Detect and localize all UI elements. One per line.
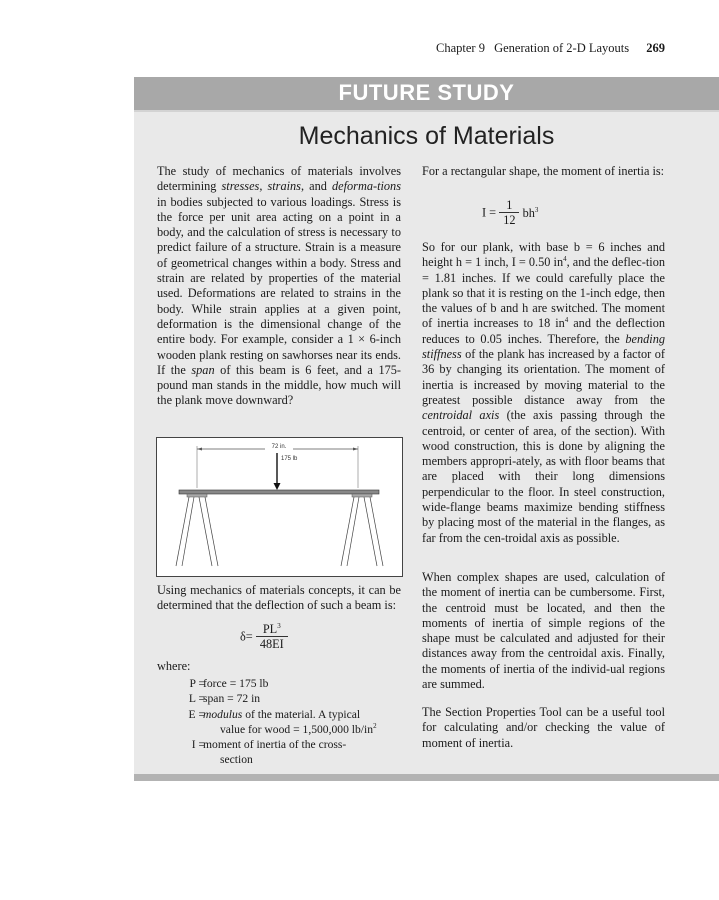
sawhorse-right-top (352, 494, 372, 497)
sawhorse-right-leg-3 (364, 497, 377, 566)
right-column-intro: For a rectangular shape, the moment of inertia is: (422, 164, 665, 178)
load-label: 175 lb (281, 456, 298, 462)
sawhorse-right-leg-2 (347, 497, 359, 566)
inertia-numerator: 1 (499, 198, 519, 213)
deflection-fraction: $\frac{PL^3}{48EI}$ (256, 622, 288, 652)
deflection-denominator: 48EI (259, 637, 284, 651)
variable-i-cont: section (220, 753, 253, 767)
plank-paragraph: So for our plank, with base b = 6 inches and height h = 1 inch, I = 0.50 $in^4$, and the deflec-tion = 1.81 inches. If we could carefully place the plank so that it is resting on the 1-inch edge, then the values of b and h are switched. The moment of inertia increases to 18 $in^4$ and the deflection reduces to 0.05 inches. Therefore, the bending stiffness of the plank has increased by a factor of 36 by changing its orientation. The moment of inertia is increased by moving material to the greatest possible distance away from the centroidal axis (the axis passing through the centroid, or center of area, of the section). With wood construction, this is done by aligning the members appropri-ately, as with floor beams that are placed with their long dimensions perpendicular to the floor. In steel construction, wide-flange beams maximize bending stiffness by placing most of the material in the flanges, as far from the cen-troidal axis as possible. (422, 240, 665, 545)
variable-e: E = modulus of the material. A typical (188, 707, 361, 721)
load-arrow-head (274, 483, 281, 490)
variable-l: L = span = 72 in (188, 692, 261, 706)
banner-separator (134, 110, 719, 112)
sawhorse-figure (156, 437, 403, 577)
sawhorse-left-leg-3 (199, 497, 212, 566)
sawhorse-left-leg-2 (182, 497, 194, 566)
page-number: 269 (646, 41, 665, 55)
variable-p: P = force = 175 lb (189, 677, 269, 690)
plank-diagram (157, 438, 402, 576)
inertia-denominator: 12 (503, 213, 516, 227)
banner-band (134, 77, 719, 110)
intro-paragraph: The study of mechanics of materials involves determining stresses, strains, and deforma-tions in bodies subjected to various loadings. Stress is the force per unit area acting on a point in a body, and the calculation of stress is necessary to predict failure of a structure. Strain is a measure of geometrical changes within a body. Stress and strain are related by properties of the material used. Deformations are related to strains in the body. While strain applies at a given point, deformation is the dimensional change of the entire body. For example, consider a 1 × 6-inch wooden plank resting on sawhorses near its ends. If the span of this beam is 6 feet, and a 175-pound man stands in the middle, how much will the plank move downward? (157, 164, 401, 408)
span-label: 72 in. (271, 444, 287, 450)
deflection-intro: Using mechanics of materials concepts, it can be determined that the deflection of such a beam is: (157, 583, 401, 613)
sawhorse-left-leg-1 (176, 497, 189, 566)
sawhorse-right-leg-4 (370, 497, 383, 566)
chapter-title: Generation of 2-D Layouts (494, 41, 630, 55)
running-header (0, 41, 665, 56)
section-title: Mechanics of Materials (298, 122, 555, 150)
sawhorse-right-leg-1 (341, 497, 354, 566)
bottom-band (134, 774, 719, 781)
inertia-fraction (499, 198, 519, 228)
where-label: where: (157, 659, 191, 673)
sawhorse-left-top (187, 494, 207, 497)
deflection-lhs: δ= (240, 629, 253, 644)
plank (179, 490, 379, 494)
inertia-tail: $bh^3$ (522, 205, 539, 220)
banner-label: FUTURE STUDY (338, 80, 515, 105)
variable-e-cont: value for wood = 1,500,000 $lb/in^2$ (220, 721, 377, 736)
deflection-formula (240, 622, 288, 652)
inertia-formula (482, 198, 538, 228)
variable-i: I = moment of inertia of the cross- (191, 738, 347, 752)
dimension-arrow-left (197, 448, 202, 451)
inertia-lhs: I = (482, 205, 497, 220)
left-column (157, 164, 401, 409)
chapter-label: Chapter 9 (436, 41, 485, 55)
section-tool-paragraph: The Section Properties Tool can be a useful tool for calculating and/or checking the value of moment of inertia. (422, 705, 665, 750)
complex-shapes-paragraph: When complex shapes are used, calculation of the moment of inertia can be cumbersome. First, the centroid must be located, and then the moments of inertia of simple regions of the shape must be calculated and adjusted for their distances away from the centroidal axis. Finally, the moments of inertia of the individ-ual regions are summed. (422, 570, 665, 692)
dimension-arrow-right (353, 448, 358, 451)
sawhorse-left-leg-4 (205, 497, 218, 566)
deflection-numerator: PL (262, 622, 278, 636)
variable-list (157, 676, 401, 768)
